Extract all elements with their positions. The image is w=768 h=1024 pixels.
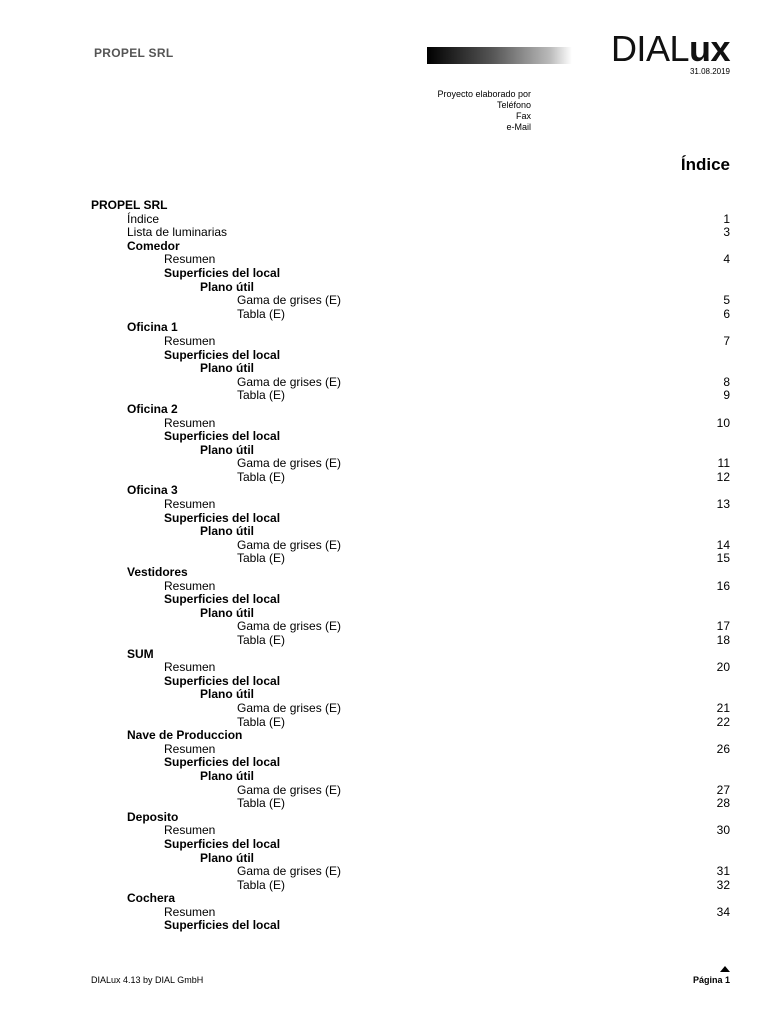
scroll-up-arrow-icon[interactable] [720,966,730,972]
logo-text-light: DIAL [610,28,689,69]
toc-entry[interactable] [91,267,730,281]
toc-entry-label: Índice [127,211,160,226]
toc-entry[interactable] [91,457,730,471]
toc-entry-label: Cochera [127,891,176,906]
toc-entry[interactable] [91,879,730,893]
toc-entry-label: Plano útil [200,279,254,294]
project-info-phone: Teléfono [496,100,531,110]
toc-entry-label: Tabla (E) [237,796,286,811]
toc-entry-label: Resumen [164,252,216,267]
toc-entry[interactable] [91,838,730,852]
toc-entry-label: Gama de grises (E) [237,293,342,308]
toc-entry-label: Plano útil [200,687,254,702]
toc-entry[interactable] [91,335,730,349]
project-info-author: Proyecto elaborado por [437,89,531,99]
toc-entry-page: 20 [716,660,730,675]
toc-entry-label: PROPEL SRL [91,198,168,212]
toc-entry[interactable] [91,498,730,512]
toc-entry-label: Plano útil [200,850,254,865]
toc-entry-label: Tabla (E) [237,714,286,729]
toc-entry-label: Resumen [164,660,216,675]
toc-entry[interactable] [91,389,730,403]
toc-entry-page: 17 [716,619,730,634]
toc-entry-label: Superficies del local [164,429,281,444]
toc-entry[interactable] [91,403,730,417]
toc-entry-label: Oficina 3 [127,483,178,498]
toc-entry[interactable] [91,919,730,933]
toc-entry-page: 32 [716,877,730,892]
toc-entry[interactable] [91,634,730,648]
toc-entry-label: Resumen [164,333,216,348]
project-info-email: e-Mail [506,122,531,132]
toc-entry-label: Superficies del local [164,347,281,362]
page-title: Índice [680,155,730,174]
toc-entry[interactable] [91,593,730,607]
toc-entry[interactable] [91,471,730,485]
toc-entry-label: Superficies del local [164,265,281,280]
toc-entry[interactable] [91,566,730,580]
toc-entry-label: Plano útil [200,524,254,539]
toc-entry-label: Plano útil [200,768,254,783]
toc-entry[interactable] [91,702,730,716]
toc-entry[interactable] [91,892,730,906]
toc-entry[interactable] [91,525,730,539]
toc-entry-label: Lista de luminarias [127,225,228,240]
toc-entry-label: Superficies del local [164,510,281,525]
toc-entry-label: Comedor [127,238,180,253]
toc-entry-page: 26 [716,741,730,756]
toc-entry[interactable] [91,430,730,444]
toc-entry-label: Superficies del local [164,592,281,607]
toc-entry-label: Gama de grises (E) [237,374,342,389]
toc-entry-label: Resumen [164,497,216,512]
toc-entry-label: Tabla (E) [237,306,286,321]
toc-entry-label: Oficina 2 [127,401,178,416]
toc-entry[interactable] [91,824,730,838]
toc-entry-label: Plano útil [200,605,254,620]
toc-entry-label: Deposito [127,809,179,824]
toc-entry[interactable] [91,213,730,227]
toc-entry-page: 31 [716,864,730,879]
toc-entry[interactable] [91,906,730,920]
toc-entry-page: 22 [716,714,730,729]
toc-entry-label: Nave de Produccion [127,728,243,743]
dialux-logo [611,29,730,69]
toc-entry[interactable] [91,661,730,675]
toc-entry[interactable] [91,484,730,498]
toc-entry-page: 3 [723,225,730,240]
toc-entry[interactable] [91,797,730,811]
toc-entry-label: Gama de grises (E) [237,700,342,715]
toc-entry[interactable] [91,308,730,322]
toc-entry[interactable] [91,321,730,335]
toc-entry[interactable] [91,294,730,308]
toc-entry-label: Superficies del local [164,673,281,688]
toc-entry-page: 12 [716,469,730,484]
toc-entry-label: Gama de grises (E) [237,456,342,471]
toc-entry-page: 10 [716,415,730,430]
toc-entry-page: 18 [716,633,730,647]
toc-entry-label: Oficina 1 [127,320,178,335]
toc-entry[interactable] [91,784,730,798]
toc-entry-label: Gama de grises (E) [237,537,342,552]
toc-entry-label: Resumen [164,823,216,838]
toc-entry-page: 9 [723,388,730,403]
toc-entry-page: 13 [716,497,730,512]
toc-entry-label: Resumen [164,741,216,756]
toc-entry[interactable] [91,770,730,784]
toc-entry-page: 6 [723,306,730,321]
toc-entry-page: 7 [723,333,730,348]
toc-entry-page: 21 [716,700,730,715]
toc-entry-label: Resumen [164,578,216,593]
toc-entry-label: Gama de grises (E) [237,619,342,634]
toc-entry-label: Plano útil [200,442,254,457]
toc-entry-page: 11 [717,456,730,471]
toc-entry[interactable] [91,620,730,634]
toc-entry-label: Tabla (E) [237,877,286,892]
toc-entry[interactable] [91,226,730,240]
toc-entry[interactable] [91,281,730,295]
toc-entry[interactable] [91,716,730,730]
toc-entry[interactable] [91,417,730,431]
toc-entry[interactable] [91,240,730,254]
toc-entry-page: 34 [716,904,730,919]
toc-entry-label: SUM [127,646,154,661]
toc-entry-label: Superficies del local [164,836,281,851]
toc-entry[interactable] [91,539,730,553]
toc-entry-page: 5 [723,293,730,308]
toc-entry[interactable] [91,253,730,267]
toc-entry-label: Resumen [164,415,216,430]
toc-entry[interactable] [91,198,730,213]
toc-entry[interactable] [91,729,730,743]
toc-entry-page: 15 [716,551,730,566]
toc-entry-page: 27 [716,782,730,797]
toc-entry-label: Superficies del local [164,755,281,770]
toc-entry-label: Gama de grises (E) [237,864,342,879]
project-info [437,89,531,133]
table-of-contents [91,198,730,933]
toc-entry[interactable] [91,852,730,866]
toc-entry-page: 4 [723,252,730,267]
toc-entry-label: Tabla (E) [237,388,286,403]
toc-entry-label: Resumen [164,904,216,919]
logo-text-bold: ux [688,28,730,69]
footer-credit: DIALux 4.13 by DIAL GmbH [91,975,204,985]
toc-entry[interactable] [91,362,730,376]
toc-entry-label: Vestidores [127,565,188,580]
toc-entry-label: Tabla (E) [237,633,286,647]
toc-entry[interactable] [91,865,730,879]
toc-entry[interactable] [91,607,730,621]
project-info-fax: Fax [515,111,531,121]
toc-entry[interactable] [91,811,730,825]
toc-entry-label: Tabla (E) [237,551,286,566]
toc-entry[interactable] [91,512,730,526]
footer-page-number: Página 1 [692,975,730,985]
toc-entry-page: 8 [723,374,730,389]
toc-entry[interactable] [91,580,730,594]
toc-entry-label: Tabla (E) [237,469,286,484]
toc-entry[interactable] [91,743,730,757]
header-gradient-bar [427,47,572,64]
toc-entry-page: 16 [716,578,730,593]
toc-entry[interactable] [91,756,730,770]
header-date: 31.08.2019 [689,67,730,76]
toc-entry[interactable] [91,688,730,702]
header-company: PROPEL SRL [94,46,174,60]
toc-entry-page: 30 [716,823,730,838]
toc-entry[interactable] [91,444,730,458]
toc-entry-label: Plano útil [200,361,254,376]
toc-entry[interactable] [91,648,730,662]
toc-entry[interactable] [91,552,730,566]
toc-entry-label: Superficies del local [164,918,281,933]
toc-entry[interactable] [91,376,730,390]
toc-entry[interactable] [91,349,730,363]
toc-entry-page: 28 [716,796,730,811]
toc-entry-page: 1 [723,211,730,226]
toc-entry-page: 14 [716,537,730,552]
toc-entry[interactable] [91,675,730,689]
toc-entry-label: Gama de grises (E) [237,782,342,797]
